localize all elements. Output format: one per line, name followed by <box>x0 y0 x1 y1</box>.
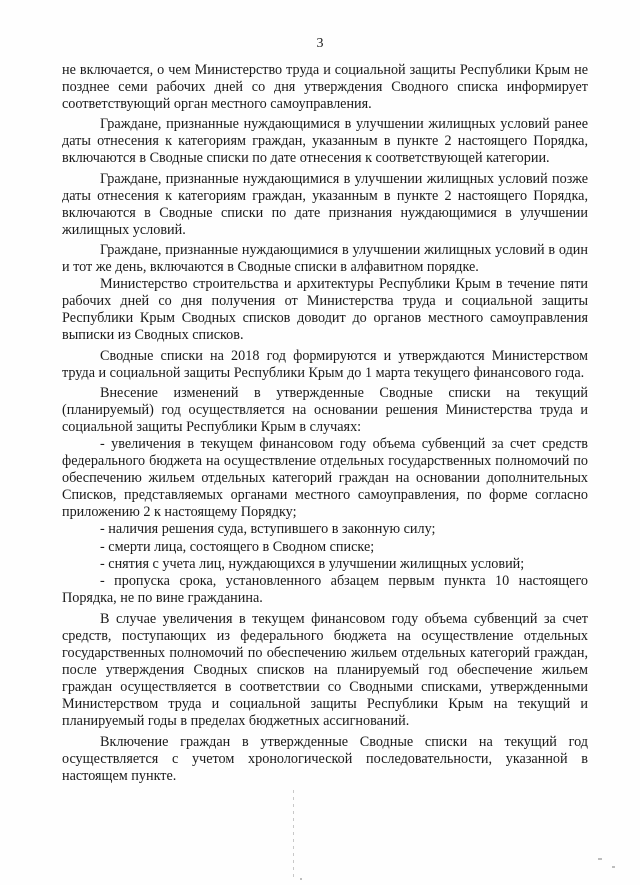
scan-speck <box>598 858 602 860</box>
paragraph-subsidy-increase: В случае увеличения в текущем финансовом году объема субвенций за счет средств, поступающих из федерального бюджета на осуществление отдельных государственных полномочий по обеспечению жильем отдельных категорий граждан, после утверждения Сводных списков на планируемый год обеспечение жильем граждан осуществляется в соответствии со Сводными списками, утвержденными Министерством труда и социальной защиты Республики Крым на текущий и планируемый годы в пределах бюджетных ассигнований. <box>62 610 588 730</box>
paragraph-amendments: Внесение изменений в утвержденные Сводные списки на текущий (планируемый) год осуществляется на основании решения Министерства труда и социальной защиты Республики Крым в случаях: <box>62 384 588 435</box>
paragraph-later-date: Граждане, признанные нуждающимися в улучшении жилищных условий позже даты отнесения к категориям граждан, указанным в пункте 2 настоящего Порядка, включаются в Сводные списки по дате признания нуждающимися в улучшении жилищных условий. <box>62 170 588 238</box>
scan-fold-line <box>293 790 294 880</box>
paragraph-ministry-construction: Министерство строительства и архитектуры Республики Крым в течение пяти рабочих дней со дня получения от Министерства труда и социальной защиты Республики Крым Сводных списков доводит до органов местного самоуправления выписки из Сводных списков. <box>62 276 588 344</box>
list-item-subsidies: - увеличения в текущем финансовом году объема субвенций за счет средств федерального бюджета на осуществление отдельных государственных полномочий по обеспечению жильем отдельных категорий граждан на основании дополнительных Списков, представляемых органами местного самоуправления, по форме согласно приложению 2 к настоящему Порядку; <box>62 435 588 521</box>
paragraph-continuation: не включается, о чем Министерство труда и социальной защиты Республики Крым не позднее семи рабочих дней со дня утверждения Сводного списка информирует соответствующий орган местного самоуправления. <box>62 62 588 113</box>
paragraph-same-day: Граждане, признанные нуждающимися в улучшении жилищных условий в один и тот же день, включаются в Сводные списки в алфавитном порядке. <box>62 241 588 276</box>
list-item-death: - смерти лица, состоящего в Сводном списке; <box>100 538 375 555</box>
list-item-deadline-missed: - пропуска срока, установленного абзацем первым пункта 10 настоящего Порядка, не по вине гражданина. <box>62 572 588 606</box>
paragraph-2018-lists: Сводные списки на 2018 год формируются и утверждаются Министерством труда и социальной защиты Республики Крым до 1 марта текущего финансового года. <box>62 347 588 381</box>
paragraph-chronological: Включение граждан в утвержденные Сводные списки на текущий год осуществляется с учетом хронологической последовательности, указанной в настоящем пункте. <box>62 733 588 784</box>
list-item-court-decision: - наличия решения суда, вступившего в законную силу; <box>100 521 436 538</box>
scan-speck <box>300 878 302 880</box>
paragraph-earlier-date: Граждане, признанные нуждающимися в улучшении жилищных условий ранее даты отнесения к категориям граждан, указанным в пункте 2 настоящего Порядка, включаются в Сводные списки по дате отнесения к соответствующей категории. <box>62 116 588 167</box>
list-item-deregistration: - снятия с учета лиц, нуждающихся в улучшении жилищных условий; <box>100 555 525 572</box>
scan-speck <box>612 866 615 868</box>
page-number: 3 <box>316 36 324 51</box>
document-body <box>62 62 588 785</box>
